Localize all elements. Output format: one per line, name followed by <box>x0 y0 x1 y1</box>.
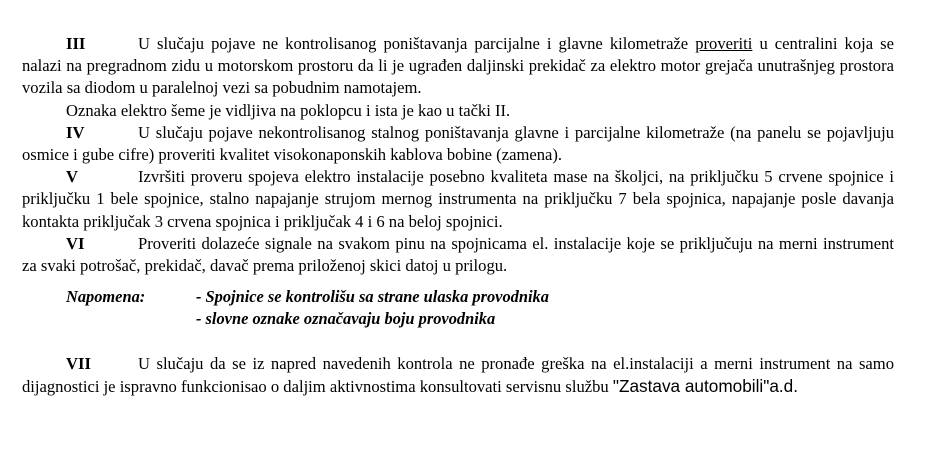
paragraph-number: IV <box>66 122 85 142</box>
paragraph-text: Oznaka elektro šeme je vidljiva na poklopcu i ista je kao u tački II. <box>66 100 511 120</box>
paragraph-vii <box>22 353 894 398</box>
paragraph-number: VII <box>66 353 91 373</box>
company-name: "Zastava automobili"a.d. <box>612 375 798 396</box>
note-row <box>22 286 894 308</box>
underlined-text: proveriti <box>695 34 753 53</box>
note-line: - slovne oznake označavaju boju provodnika <box>196 309 496 329</box>
document-page <box>22 33 894 398</box>
paragraph-text: U slučaju pojave ne kontrolisanog poništavanja parcijalne i glavne kilometraže <box>138 34 696 53</box>
paragraph-iii-note <box>22 100 894 122</box>
note-row <box>22 308 894 330</box>
note-label: Napomena: <box>66 287 146 307</box>
note-line: - Spojnice se kontrolišu sa strane ulaska provodnika <box>196 287 549 307</box>
note-block <box>22 286 894 330</box>
paragraph-text: u centralini koja se nalazi na pregradnom zidu u motorskom prostoru da li je ugrađen daljinski prekidač za elektro motor grejača unutrašnjeg prostora vozila sa diodom u paralelnoj vezi sa pobudnim namotajem. <box>22 34 894 98</box>
paragraph-number: III <box>66 34 86 53</box>
paragraph-iv <box>22 122 894 166</box>
paragraph-v <box>22 166 894 233</box>
paragraph-number: V <box>66 167 78 187</box>
paragraph-text: Proveriti dolazeće signale na svakom pinu na spojnicama el. instalacije koje se priključuju na merni instrument za svaki potrošač, prekidač, davač prema priloženoj skici datoj u prilogu. <box>22 233 894 276</box>
paragraph-number: VI <box>66 233 85 253</box>
paragraph-iii <box>22 33 894 100</box>
paragraph-vi <box>22 233 894 277</box>
paragraph-text: U slučaju pojave nekontrolisanog stalnog poništavanja glavne i parcijalne kilometraže (na panelu se pojavljuju osmice i gube cifre) proveriti kvalitet visokonaponskih kablova bobine (zamena). <box>22 122 894 165</box>
paragraph-text: U slučaju da se iz napred navedenih kontrola ne pronađe greška na el.instalaciji a merni instrument na samo dijagnostici je ispravno funkcionisao o daljim aktivnostima konsultovati servisnu službu <box>22 353 894 396</box>
paragraph-text: Izvršiti proveru spojeva elektro instalacije posebno kvaliteta mase na školjci, na priključku 5 crvene spojnice i priključku 1 bele spojnice, stalno napajanje strujom mernog instrumenta na priključku 7 bela spojnica, napajanje posle davanja kontakta priključak 3 crvena spojnica i priključak 4 i 6 na beloj spojnici. <box>22 167 894 231</box>
